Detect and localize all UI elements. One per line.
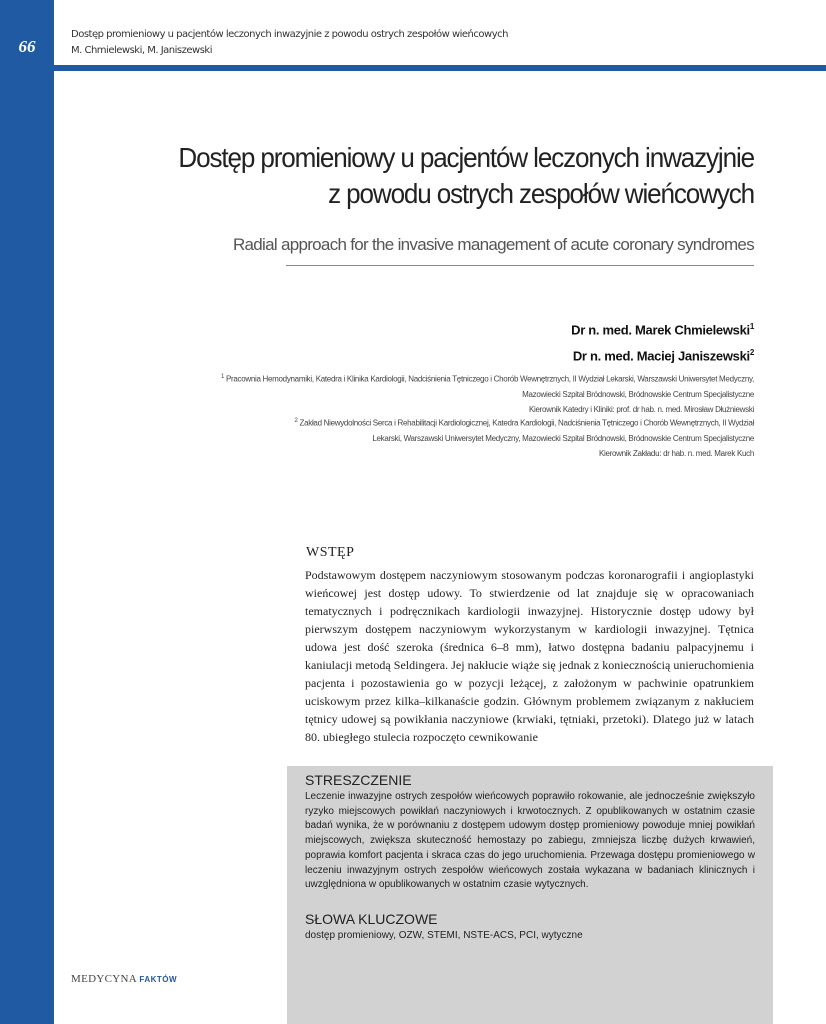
title-divider <box>286 265 754 266</box>
affiliation-1-sup: 1 <box>220 374 225 380</box>
affiliation-1-line-2: Mazowiecki Szpital Bródnowski, Bródnowskie Centrum Specjalistyczne <box>522 389 754 399</box>
article-title <box>159 140 754 212</box>
affiliation-2 <box>274 414 754 461</box>
intro-text: Podstawowym dostępem naczyniowym stosowanym podczas koronarografii i angioplastyki wieńcowej jest dostęp udowy. To stwierdzenie od lat znajduje się w opracowaniach tematycznych i podręcznikach kardiologii inwazyjnej. Historycznie dostęp udowy był pierwszym dostępem naczyniowym wykorzystanym w kardiologii inwazyjnej. Tętnica udowa jest dość szeroka (średnica 6–8 mm), łatwo dostępna badaniu palpacyjnemu i kaniulacji metodą Seldingera. Jej nakłucie wiąże się jednak z koniecznością unieruchomienia pacjenta i pozostawienia go w pozycji leżącej, z założonym w pachwinie opatrunkiem uciskowym przez kilka–kilkanaście godzin. Głównym problemem związanym z nakłuciem tętnicy udowej są powikłania naczyniowe (krwiaki, tętniaki, przetoki). Dlatego już w latach 80. ubiegłego stulecia rozpoczęto cewnikowanie <box>305 568 754 744</box>
running-head <box>71 27 508 59</box>
keywords-text: dostęp promieniowy, OZW, STEMI, NSTE-ACS, PCI, wytyczne <box>305 930 583 941</box>
affiliation-2-text-1: Zakład Niewydolności Serca i Rehabilitacji Kardiologicznej, Katedra Kardiologii, Nadciśnienia Tętniczego i Chorób Wewnętrznych, II Wydział Lekarski, Warszawski Uniwersytet Medyczny, Mazowiecki Szpital Bródnowski, Bródnowskie Centrum Specjalistyczne <box>299 418 754 443</box>
page-number: 66 <box>18 37 36 56</box>
running-head-authors: M. Chmielewski, M. Janiszewski <box>71 45 212 56</box>
keywords-heading: SŁOWA KLUCZOWE <box>305 911 438 927</box>
journal-logo <box>71 973 177 985</box>
article-title-line-1: Dostęp promieniowy u pacjentów leczonych inwazyjnie <box>178 142 754 173</box>
article-title-line-2: z powodu ostrych zespołów wieńcowych <box>328 178 754 209</box>
author-2-sup: 2 <box>749 348 754 358</box>
author-1-sup: 1 <box>749 322 754 331</box>
affiliation-1 <box>114 370 754 417</box>
author-list <box>254 315 754 368</box>
affiliation-2-line-2: Kierownik Zakładu: dr hab. n. med. Marek Kuch <box>598 448 754 458</box>
article-subtitle: Radial approach for the invasive management of acute coronary syndromes <box>232 235 754 254</box>
affiliation-1-line-3: Kierownik Katedry i Kliniki: prof. dr hab. n. med. Mirosław Dłużniewski <box>528 404 754 414</box>
abstract-text: Leczenie inwazyjne ostrych zespołów wieńcowych poprawiło rokowanie, ale jednocześnie zwiększyło ryzyko miejscowych powikłań naczyniowych i krwotocznych. Z opublikowanych w ostatnim czasie badań wynika, że w porównaniu z dostępem udowym dostęp promieniowy powoduje mniej powikłań miejscowych, zwiększa skuteczność hemostazy po zabiegu, zmniejsza liczbę dużych krwawień, poprawia komfort pacjenta i skraca czas do jego uruchomienia. Przewaga dostępu promieniowego w leczeniu inwazyjnym ostrych zespołów wieńcowych została wykazana w badaniach klinicznych i uwzględniona w opublikowanych w ostatnim czasie wytycznych. <box>305 791 755 891</box>
sidebar-band <box>0 0 54 1024</box>
journal-logo-accent: FAKTÓW <box>139 975 178 984</box>
header-rule <box>54 65 826 71</box>
journal-logo-main: MEDYCYNA <box>71 973 137 985</box>
intro-heading: WSTĘP <box>306 545 355 560</box>
affiliation-2-line-1 <box>274 414 754 446</box>
abstract-heading: STRESZCZENIE <box>305 772 412 788</box>
author-2 <box>254 341 754 367</box>
author-1-name: Dr n. med. Marek Chmielewski <box>571 322 750 338</box>
running-head-title: Dostęp promieniowy u pacjentów leczonych inwazyjnie z powodu ostrych zespołów wieńcowych <box>71 29 508 40</box>
affiliation-1-text-1: Pracownia Hemodynamiki, Katedra i Klinika Kardiologii, Nadciśnienia Tętniczego i Chorób Wewnętrznych, II Wydział Lekarski, Warszawski Uniwersytet Medyczny, <box>225 374 754 384</box>
affiliation-1-line-1 <box>114 370 754 387</box>
affiliation-2-sup: 2 <box>294 418 298 424</box>
author-2-name: Dr n. med. Maciej Janiszewski <box>572 348 750 364</box>
author-1 <box>254 315 754 341</box>
